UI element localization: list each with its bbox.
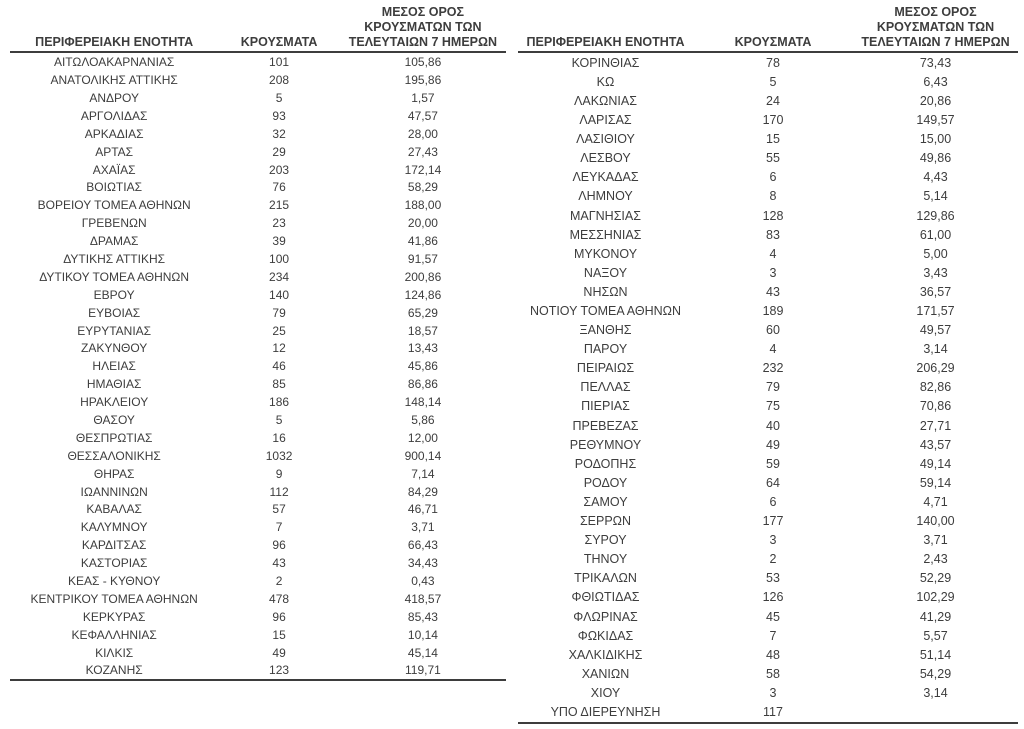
cases-cell: 1032 bbox=[265, 448, 293, 463]
region-name-cell: ΔΡΑΜΑΣ bbox=[89, 234, 139, 249]
table-row bbox=[10, 572, 506, 590]
region-name-cell: ΔΥΤΙΚΟΥ ΤΟΜΕΑ ΑΘΗΝΩΝ bbox=[39, 269, 190, 284]
avg-7day-cell: 34,43 bbox=[407, 556, 438, 571]
table-row bbox=[518, 130, 1018, 149]
region-name-cell: ΚΑΛΥΜΝΟΥ bbox=[80, 520, 148, 535]
table-row bbox=[518, 397, 1018, 416]
cases-cell: 189 bbox=[762, 304, 784, 319]
region-name-cell: ΛΗΜΝΟΥ bbox=[578, 189, 633, 204]
region-name-cell: ΦΩΚΙΔΑΣ bbox=[577, 628, 634, 643]
cases-cell: 170 bbox=[762, 113, 784, 128]
avg-7day-cell: 3,71 bbox=[411, 520, 435, 535]
table-row bbox=[518, 52, 1018, 72]
avg-7day-cell: 10,14 bbox=[407, 627, 438, 642]
cases-cell: 5 bbox=[275, 413, 283, 427]
region-name-cell: ΑΙΤΩΛΟΑΚΑΡΝΑΝΙΑΣ bbox=[53, 55, 175, 70]
region-name-cell: ΚΕΑΣ - ΚΥΘΝΟΥ bbox=[67, 574, 161, 589]
table-row bbox=[10, 161, 506, 179]
table-row bbox=[518, 569, 1018, 588]
cases-cell: 140 bbox=[269, 287, 290, 302]
table-row bbox=[10, 286, 506, 304]
region-name-cell: ΣΕΡΡΩΝ bbox=[579, 514, 632, 529]
cases-cell: 5 bbox=[769, 74, 777, 89]
table-row bbox=[518, 263, 1018, 282]
table-row bbox=[10, 411, 506, 429]
cases-cell: 15 bbox=[766, 132, 780, 147]
cases-cell: 16 bbox=[272, 430, 286, 445]
table-row bbox=[10, 518, 506, 536]
region-name-cell: ΚΕΡΚΥΡΑΣ bbox=[82, 609, 146, 624]
table-row bbox=[518, 588, 1018, 607]
table-row bbox=[518, 72, 1018, 91]
cases-cell: 7 bbox=[769, 628, 777, 643]
avg-7day-cell: 45,86 bbox=[407, 359, 438, 374]
region-name-cell: ΤΗΝΟΥ bbox=[583, 552, 628, 567]
region-name-cell: ΜΑΓΝΗΣΙΑΣ bbox=[570, 208, 641, 223]
table-row bbox=[10, 626, 506, 644]
cases-cell: 215 bbox=[269, 198, 290, 213]
table-row bbox=[10, 393, 506, 411]
cases-cell: 6 bbox=[769, 494, 777, 509]
avg-7day-cell bbox=[853, 702, 1018, 722]
region-name-cell: ΚΙΛΚΙΣ bbox=[95, 645, 134, 660]
table-row bbox=[10, 250, 506, 268]
avg-7day-cell: 2,43 bbox=[923, 552, 948, 567]
region-name-cell: ΗΡΑΚΛΕΙΟΥ bbox=[80, 395, 149, 410]
table-row bbox=[518, 550, 1018, 569]
region-name-cell: ΠΕΙΡΑΙΩΣ bbox=[576, 361, 635, 376]
region-name-cell: ΧΑΛΚΙΔΙΚΗΣ bbox=[568, 647, 643, 662]
region-name-cell: ΜΥΚΟΝΟΥ bbox=[573, 246, 638, 261]
avg-7day-cell: 27,43 bbox=[407, 144, 438, 159]
cases-cell: 186 bbox=[269, 395, 290, 410]
avg-7day-cell: 900,14 bbox=[404, 448, 442, 463]
cases-cell: 8 bbox=[769, 189, 777, 204]
region-name-cell: ΡΟΔΟΥ bbox=[583, 475, 628, 490]
avg-7day-cell: 65,29 bbox=[407, 305, 438, 320]
table-row bbox=[518, 321, 1018, 340]
avg-7day-cell: 4,71 bbox=[923, 494, 948, 509]
region-name-cell: ΖΑΚΥΝΘΟΥ bbox=[81, 341, 148, 356]
header-row bbox=[10, 3, 506, 52]
cases-cell: 58 bbox=[766, 666, 780, 681]
table-row bbox=[518, 664, 1018, 683]
column-header-regional-unit: ΠΕΡΙΦΕΡΕΙΑΚΗ ΕΝΟΤΗΤΑ bbox=[518, 3, 693, 52]
avg-7day-cell: 0,43 bbox=[411, 574, 435, 589]
cases-cell: 15 bbox=[272, 627, 286, 642]
avg-7day-cell: 51,14 bbox=[919, 647, 952, 662]
table-row bbox=[10, 52, 506, 71]
region-name-cell: ΒΟΡΕΙΟΥ ΤΟΜΕΑ ΑΘΗΝΩΝ bbox=[37, 198, 191, 213]
cases-cell: 32 bbox=[272, 126, 286, 141]
table-row bbox=[518, 378, 1018, 397]
table-panel-right bbox=[512, 0, 1024, 729]
avg-7day-cell: 49,86 bbox=[919, 151, 952, 166]
cases-cell: 96 bbox=[272, 609, 286, 624]
cases-cell: 3 bbox=[769, 533, 777, 548]
avg-7day-cell: 15,00 bbox=[919, 132, 952, 147]
table-row bbox=[518, 359, 1018, 378]
cases-cell: 100 bbox=[269, 251, 290, 266]
table-row bbox=[518, 206, 1018, 225]
cases-cell: 79 bbox=[766, 380, 780, 395]
table-row bbox=[10, 178, 506, 196]
avg-7day-cell: 84,29 bbox=[407, 484, 438, 499]
table-row bbox=[518, 512, 1018, 531]
avg-7day-cell: 52,29 bbox=[919, 571, 952, 586]
avg-7day-cell: 200,86 bbox=[404, 269, 442, 284]
avg-7day-cell: 188,00 bbox=[404, 198, 442, 213]
avg-7day-cell: 148,14 bbox=[404, 395, 442, 410]
cases-cell: 234 bbox=[269, 269, 290, 284]
avg-7day-cell: 73,43 bbox=[919, 55, 952, 70]
header-row bbox=[518, 3, 1018, 52]
avg-7day-cell: 206,29 bbox=[916, 361, 955, 376]
cases-cell: 478 bbox=[269, 591, 290, 606]
table-row bbox=[10, 429, 506, 447]
table-row bbox=[10, 322, 506, 340]
region-name-cell: ΑΧΑΪΑΣ bbox=[92, 162, 136, 177]
cases-cell: 232 bbox=[762, 361, 784, 376]
region-name-cell: ΣΥΡΟΥ bbox=[584, 533, 627, 548]
table-row bbox=[10, 590, 506, 608]
cases-cell: 12 bbox=[272, 341, 286, 356]
avg-7day-cell: 85,43 bbox=[407, 609, 438, 624]
cases-cell: 2 bbox=[769, 552, 777, 567]
cases-cell: 25 bbox=[272, 323, 286, 338]
cases-cell: 39 bbox=[272, 234, 286, 249]
table-row bbox=[10, 71, 506, 89]
avg-7day-cell: 61,00 bbox=[919, 227, 952, 242]
region-name-cell: ΒΟΙΩΤΙΑΣ bbox=[86, 180, 143, 195]
avg-7day-cell: 20,00 bbox=[407, 216, 438, 231]
region-name-cell: ΘΑΣΟΥ bbox=[93, 413, 135, 427]
avg-7day-cell: 129,86 bbox=[916, 208, 955, 223]
avg-7day-cell: 54,29 bbox=[919, 666, 952, 681]
table-row bbox=[10, 340, 506, 358]
cases-cell: 4 bbox=[769, 342, 777, 357]
region-name-cell: ΚΑΒΑΛΑΣ bbox=[86, 502, 142, 517]
avg-7day-cell: 195,86 bbox=[404, 73, 442, 88]
cases-cell: 4 bbox=[769, 246, 777, 261]
table-row bbox=[10, 107, 506, 125]
cases-cell: 75 bbox=[766, 399, 780, 414]
table-row bbox=[518, 149, 1018, 168]
cases-cell: 57 bbox=[272, 502, 286, 517]
cases-cell: 96 bbox=[272, 538, 286, 553]
avg-7day-cell: 1,57 bbox=[411, 90, 435, 105]
cases-cell: 117 bbox=[693, 702, 853, 722]
region-name-cell: ΠΕΛΛΑΣ bbox=[580, 380, 631, 395]
cases-cell: 126 bbox=[762, 590, 784, 605]
cases-cell: 208 bbox=[269, 73, 290, 88]
region-name-cell: ΑΡΚΑΔΙΑΣ bbox=[84, 126, 144, 141]
avg-7day-cell: 43,57 bbox=[919, 437, 952, 452]
column-header-regional-unit: ΠΕΡΙΦΕΡΕΙΑΚΗ ΕΝΟΤΗΤΑ bbox=[10, 3, 218, 52]
avg-7day-cell: 82,86 bbox=[919, 380, 952, 395]
avg-7day-cell: 86,86 bbox=[407, 377, 438, 392]
region-name-cell: ΚΑΣΤΟΡΙΑΣ bbox=[80, 556, 148, 571]
cases-cell: 3 bbox=[769, 265, 777, 280]
region-name-cell: ΚΕΦΑΛΛΗΝΙΑΣ bbox=[71, 627, 157, 642]
cases-cell: 53 bbox=[766, 571, 780, 586]
cases-cell: 76 bbox=[272, 180, 286, 195]
avg-7day-cell: 13,43 bbox=[407, 341, 438, 356]
table-row bbox=[518, 416, 1018, 435]
table-row bbox=[518, 301, 1018, 320]
table-row bbox=[518, 531, 1018, 550]
avg-7day-cell: 46,71 bbox=[407, 502, 438, 517]
table-row bbox=[518, 607, 1018, 626]
region-name-cell: ΤΡΙΚΑΛΩΝ bbox=[574, 571, 637, 586]
region-name-cell: ΦΛΩΡΙΝΑΣ bbox=[573, 609, 638, 624]
avg-7day-cell: 49,57 bbox=[919, 323, 952, 338]
avg-7day-cell: 36,57 bbox=[919, 284, 952, 299]
region-name-cell: ΣΑΜΟΥ bbox=[583, 494, 628, 509]
cases-cell: 45 bbox=[766, 609, 780, 624]
region-name-cell: ΘΕΣΠΡΩΤΙΑΣ bbox=[75, 430, 153, 445]
avg-7day-cell: 18,57 bbox=[407, 323, 438, 338]
region-name-cell: ΗΛΕΙΑΣ bbox=[92, 359, 136, 374]
region-name-cell: ΑΝΑΤΟΛΙΚΗΣ ΑΤΤΙΚΗΣ bbox=[50, 73, 178, 88]
region-name-cell: ΘΕΣΣΑΛΟΝΙΚΗΣ bbox=[67, 448, 161, 463]
region-name-cell: ΘΗΡΑΣ bbox=[93, 466, 135, 481]
table-row bbox=[518, 282, 1018, 301]
table-row bbox=[10, 196, 506, 214]
cases-cell: 101 bbox=[269, 55, 290, 70]
cases-cell: 23 bbox=[272, 216, 286, 231]
cases-cell: 3 bbox=[769, 685, 777, 700]
table-row bbox=[518, 244, 1018, 263]
cases-cell: 49 bbox=[272, 645, 286, 660]
table-row bbox=[518, 626, 1018, 645]
avg-7day-cell: 5,14 bbox=[923, 189, 948, 204]
avg-7day-cell: 45,14 bbox=[407, 645, 438, 660]
table-row bbox=[10, 644, 506, 662]
table-row bbox=[10, 483, 506, 501]
regional-cases-table-right bbox=[518, 3, 1018, 724]
table-row bbox=[10, 304, 506, 322]
region-name-cell: ΧΙΟΥ bbox=[590, 685, 621, 700]
avg-7day-cell: 149,57 bbox=[916, 113, 955, 128]
table-row bbox=[10, 662, 506, 681]
table-row bbox=[518, 492, 1018, 511]
table-row bbox=[518, 168, 1018, 187]
cases-cell: 43 bbox=[766, 284, 780, 299]
avg-7day-cell: 12,00 bbox=[407, 430, 438, 445]
column-header-7day-average: ΜΕΣΟΣ ΟΡΟΣ ΚΡΟΥΣΜΑΤΩΝ ΤΩΝ ΤΕΛΕΥΤΑΙΩΝ 7 ΗΜΕΡΩΝ bbox=[340, 3, 506, 52]
table-row bbox=[10, 375, 506, 393]
avg-7day-cell: 3,14 bbox=[923, 342, 948, 357]
region-name-cell: ΚΑΡΔΙΤΣΑΣ bbox=[81, 538, 147, 553]
table-row bbox=[10, 447, 506, 465]
avg-7day-cell: 7,14 bbox=[411, 466, 435, 481]
region-name-cell: ΛΑΣΙΘΙΟΥ bbox=[576, 132, 635, 147]
table-row bbox=[10, 554, 506, 572]
table-row bbox=[10, 214, 506, 232]
avg-7day-cell: 41,29 bbox=[919, 609, 952, 624]
table-row bbox=[10, 125, 506, 143]
avg-7day-cell: 58,29 bbox=[407, 180, 438, 195]
cases-cell: 79 bbox=[272, 305, 286, 320]
table-row bbox=[518, 454, 1018, 473]
table-row bbox=[10, 501, 506, 519]
cases-cell: 40 bbox=[766, 418, 780, 433]
region-name-cell: ΑΡΤΑΣ bbox=[95, 144, 134, 159]
region-name-cell: ΠΡΕΒΕΖΑΣ bbox=[572, 418, 639, 433]
region-name-cell: ΙΩΑΝΝΙΝΩΝ bbox=[80, 484, 148, 499]
avg-7day-cell: 5,00 bbox=[923, 246, 948, 261]
cases-cell: 43 bbox=[272, 556, 286, 571]
cases-cell: 123 bbox=[218, 662, 340, 681]
table-row bbox=[518, 683, 1018, 702]
region-name-cell: ΛΑΚΩΝΙΑΣ bbox=[574, 93, 637, 108]
table-row bbox=[518, 340, 1018, 359]
table-row bbox=[10, 536, 506, 554]
region-name-cell: ΛΑΡΙΣΑΣ bbox=[579, 113, 632, 128]
avg-7day-cell: 47,57 bbox=[407, 108, 438, 123]
avg-7day-cell: 5,86 bbox=[411, 413, 435, 427]
cases-cell: 5 bbox=[275, 90, 283, 105]
table-row bbox=[518, 645, 1018, 664]
table-row bbox=[10, 143, 506, 161]
avg-7day-cell: 20,86 bbox=[919, 93, 952, 108]
avg-7day-cell: 3,71 bbox=[923, 533, 948, 548]
region-name-cell: ΚΕΝΤΡΙΚΟΥ ΤΟΜΕΑ ΑΘΗΝΩΝ bbox=[30, 591, 198, 606]
table-row bbox=[10, 89, 506, 107]
regional-cases-table-left bbox=[10, 3, 506, 681]
column-header-cases: ΚΡΟΥΣΜΑΤΑ bbox=[218, 3, 340, 52]
avg-7day-cell: 172,14 bbox=[404, 162, 442, 177]
region-name-cell: ΝΗΣΩΝ bbox=[583, 284, 628, 299]
region-name-cell: ΕΒΡΟΥ bbox=[93, 287, 135, 302]
region-name-cell: ΡΟΔΟΠΗΣ bbox=[574, 456, 637, 471]
region-name-cell: ΕΥΡΥΤΑΝΙΑΣ bbox=[77, 323, 152, 338]
table-row bbox=[518, 473, 1018, 492]
avg-7day-cell: 119,71 bbox=[340, 662, 506, 681]
avg-7day-cell: 105,86 bbox=[404, 55, 442, 70]
cases-cell: 83 bbox=[766, 227, 780, 242]
region-name-cell: ΡΕΘΥΜΝΟΥ bbox=[569, 437, 642, 452]
avg-7day-cell: 6,43 bbox=[923, 74, 948, 89]
region-name-cell: ΚΟΖΑΝΗΣ bbox=[10, 662, 218, 681]
region-name-cell: ΗΜΑΘΙΑΣ bbox=[86, 377, 142, 392]
table-row bbox=[518, 111, 1018, 130]
avg-7day-cell: 59,14 bbox=[919, 475, 952, 490]
cases-cell: 6 bbox=[769, 170, 777, 185]
cases-cell: 2 bbox=[275, 574, 283, 589]
region-name-cell: ΝΑΞΟΥ bbox=[583, 265, 628, 280]
avg-7day-cell: 418,57 bbox=[404, 591, 442, 606]
cases-cell: 112 bbox=[269, 484, 289, 499]
avg-7day-cell: 66,43 bbox=[407, 538, 438, 553]
table-row bbox=[10, 465, 506, 483]
region-name-cell: ΛΕΣΒΟΥ bbox=[580, 151, 631, 166]
region-name-cell: ΧΑΝΙΩΝ bbox=[581, 666, 630, 681]
region-name-cell: ΝΟΤΙΟΥ ΤΟΜΕΑ ΑΘΗΝΩΝ bbox=[529, 304, 682, 319]
avg-7day-cell: 3,43 bbox=[923, 265, 948, 280]
region-name-cell: ΥΠΟ ΔΙΕΡΕΥΝΗΣΗ bbox=[518, 702, 693, 722]
region-name-cell: ΚΩ bbox=[596, 74, 615, 89]
region-name-cell: ΜΕΣΣΗΝΙΑΣ bbox=[569, 227, 642, 242]
cases-cell: 85 bbox=[272, 377, 286, 392]
cases-cell: 177 bbox=[762, 514, 784, 529]
avg-7day-cell: 171,57 bbox=[916, 304, 955, 319]
cases-cell: 93 bbox=[272, 108, 286, 123]
column-header-cases: ΚΡΟΥΣΜΑΤΑ bbox=[693, 3, 853, 52]
region-name-cell: ΠΙΕΡΙΑΣ bbox=[581, 399, 630, 414]
region-name-cell: ΦΘΙΩΤΙΔΑΣ bbox=[571, 590, 640, 605]
cases-cell: 46 bbox=[272, 359, 286, 374]
avg-7day-cell: 49,14 bbox=[919, 456, 952, 471]
region-name-cell: ΚΟΡΙΝΘΙΑΣ bbox=[571, 55, 640, 70]
avg-7day-cell: 27,71 bbox=[919, 418, 952, 433]
cases-cell: 128 bbox=[762, 208, 784, 223]
table-row bbox=[518, 187, 1018, 206]
region-name-cell: ΔΥΤΙΚΗΣ ΑΤΤΙΚΗΣ bbox=[63, 251, 166, 266]
avg-7day-cell: 28,00 bbox=[407, 126, 438, 141]
cases-cell: 24 bbox=[766, 93, 780, 108]
cases-cell: 29 bbox=[272, 144, 286, 159]
region-name-cell: ΕΥΒΟΙΑΣ bbox=[88, 305, 141, 320]
table-row bbox=[518, 91, 1018, 110]
cases-cell: 49 bbox=[766, 437, 780, 452]
cases-cell: 64 bbox=[766, 475, 780, 490]
avg-7day-cell: 140,00 bbox=[916, 514, 955, 529]
avg-7day-cell: 70,86 bbox=[919, 399, 952, 414]
avg-7day-cell: 4,43 bbox=[923, 170, 948, 185]
cases-cell: 203 bbox=[269, 162, 290, 177]
region-name-cell: ΛΕΥΚΑΔΑΣ bbox=[572, 170, 639, 185]
avg-7day-cell: 91,57 bbox=[407, 251, 438, 266]
avg-7day-cell: 41,86 bbox=[407, 234, 438, 249]
cases-cell: 55 bbox=[766, 151, 780, 166]
table-row bbox=[10, 268, 506, 286]
cases-cell: 7 bbox=[275, 520, 283, 535]
region-name-cell: ΠΑΡΟΥ bbox=[583, 342, 628, 357]
avg-7day-cell: 124,86 bbox=[404, 287, 442, 302]
table-row bbox=[518, 435, 1018, 454]
cases-cell: 60 bbox=[766, 323, 780, 338]
cases-cell: 48 bbox=[766, 647, 780, 662]
avg-7day-cell: 3,14 bbox=[923, 685, 948, 700]
cases-cell: 78 bbox=[766, 55, 780, 70]
table-row bbox=[518, 225, 1018, 244]
table-row bbox=[10, 232, 506, 250]
table-row bbox=[518, 702, 1018, 722]
region-name-cell: ΓΡΕΒΕΝΩΝ bbox=[81, 216, 147, 231]
avg-7day-cell: 102,29 bbox=[916, 590, 955, 605]
region-name-cell: ΑΡΓΟΛΙΔΑΣ bbox=[80, 108, 148, 123]
cases-cell: 9 bbox=[275, 466, 283, 481]
avg-7day-cell: 5,57 bbox=[923, 628, 948, 643]
cases-cell: 59 bbox=[766, 456, 780, 471]
region-name-cell: ΞΑΝΘΗΣ bbox=[579, 323, 632, 338]
column-header-7day-average: ΜΕΣΟΣ ΟΡΟΣ ΚΡΟΥΣΜΑΤΩΝ ΤΩΝ ΤΕΛΕΥΤΑΙΩΝ 7 ΗΜΕΡΩΝ bbox=[853, 3, 1018, 52]
table-row bbox=[10, 608, 506, 626]
table-row bbox=[10, 357, 506, 375]
region-name-cell: ΑΝΔΡΟΥ bbox=[89, 90, 139, 105]
